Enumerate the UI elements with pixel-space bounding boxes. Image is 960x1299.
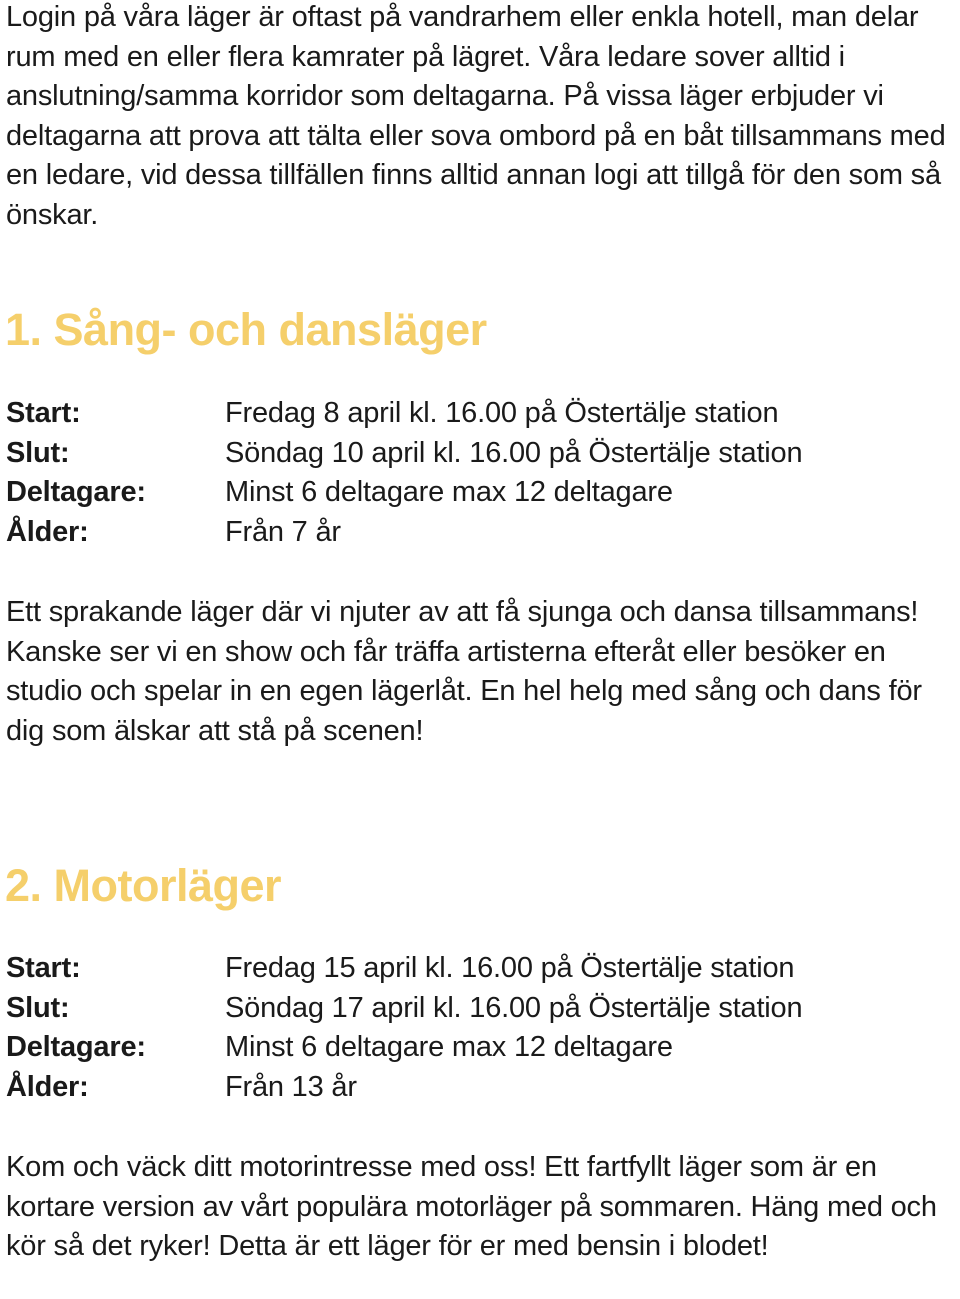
- camp-1-title: 1. Sång- och dansläger: [5, 304, 487, 355]
- start-label: Start:: [6, 397, 81, 429]
- camp-1-info: [6, 394, 946, 552]
- camp-2-age-value: Från 13 år: [225, 1070, 357, 1103]
- camp-1-end-value: Söndag 10 april kl. 16.00 på Östertälje station: [225, 436, 803, 469]
- participants-label: Deltagare:: [6, 476, 146, 509]
- camp-2-participants-row: [6, 1028, 946, 1068]
- camp-1-age-value: Från 7 år: [225, 515, 341, 548]
- camp-2-title: 2. Motorläger: [5, 860, 282, 911]
- camp-1-start-value: Fredag 8 april kl. 16.00 på Östertälje station: [225, 397, 779, 429]
- camp-2-start-row: [6, 949, 946, 989]
- camp-2-start-value: Fredag 15 april kl. 16.00 på Östertälje station: [225, 952, 795, 984]
- participants-label: Deltagare:: [6, 1031, 146, 1064]
- camp-1-start-row: [6, 394, 946, 434]
- camp-2-end-row: [6, 989, 946, 1029]
- camp-1-end-row: [6, 434, 946, 474]
- camp-1-participants-row: [6, 473, 946, 513]
- age-label: Ålder:: [6, 1070, 89, 1103]
- camp-2-participants-value: Minst 6 deltagare max 12 deltagare: [225, 1031, 673, 1064]
- age-label: Ålder:: [6, 515, 89, 548]
- camp-1-age-row: [6, 513, 946, 553]
- camp-1-participants-value: Minst 6 deltagare max 12 deltagare: [225, 476, 673, 509]
- camp-2-age-row: [6, 1068, 946, 1108]
- end-label: Slut:: [6, 436, 70, 469]
- camp-2-description: Kom och väck ditt motorintresse med oss! Ett fartfyllt läger som är en kortare version av vårt populära motorläger på sommaren. Häng med och kör så det ryker! Detta är ett läger för er med bensin i blodet!: [6, 1151, 937, 1263]
- camp-1-description: Ett sprakande läger där vi njuter av att få sjunga och dansa tillsammans! Kanske ser vi en show och får träffa artisterna efteråt eller besöker en studio och spelar in en egen lägerlåt. En hel helg med sång och dans för dig som älskar att stå på scenen!: [6, 596, 922, 747]
- start-label: Start:: [6, 952, 81, 984]
- camp-2-info: [6, 949, 946, 1107]
- camp-2-end-value: Söndag 17 april kl. 16.00 på Östertälje station: [225, 991, 803, 1024]
- intro-paragraph: Login på våra läger är oftast på vandrarhem eller enkla hotell, man delar rum med en eller flera kamrater på lägret. Våra ledare sover alltid i anslutning/samma korridor som deltagarna. På vissa läger erbjuder vi deltagarna att prova att tälta eller sova ombord på en båt tillsammans med en ledare, vid dessa tillfällen finns alltid annan logi att tillgå för den som så önskar.: [6, 1, 946, 231]
- end-label: Slut:: [6, 991, 70, 1024]
